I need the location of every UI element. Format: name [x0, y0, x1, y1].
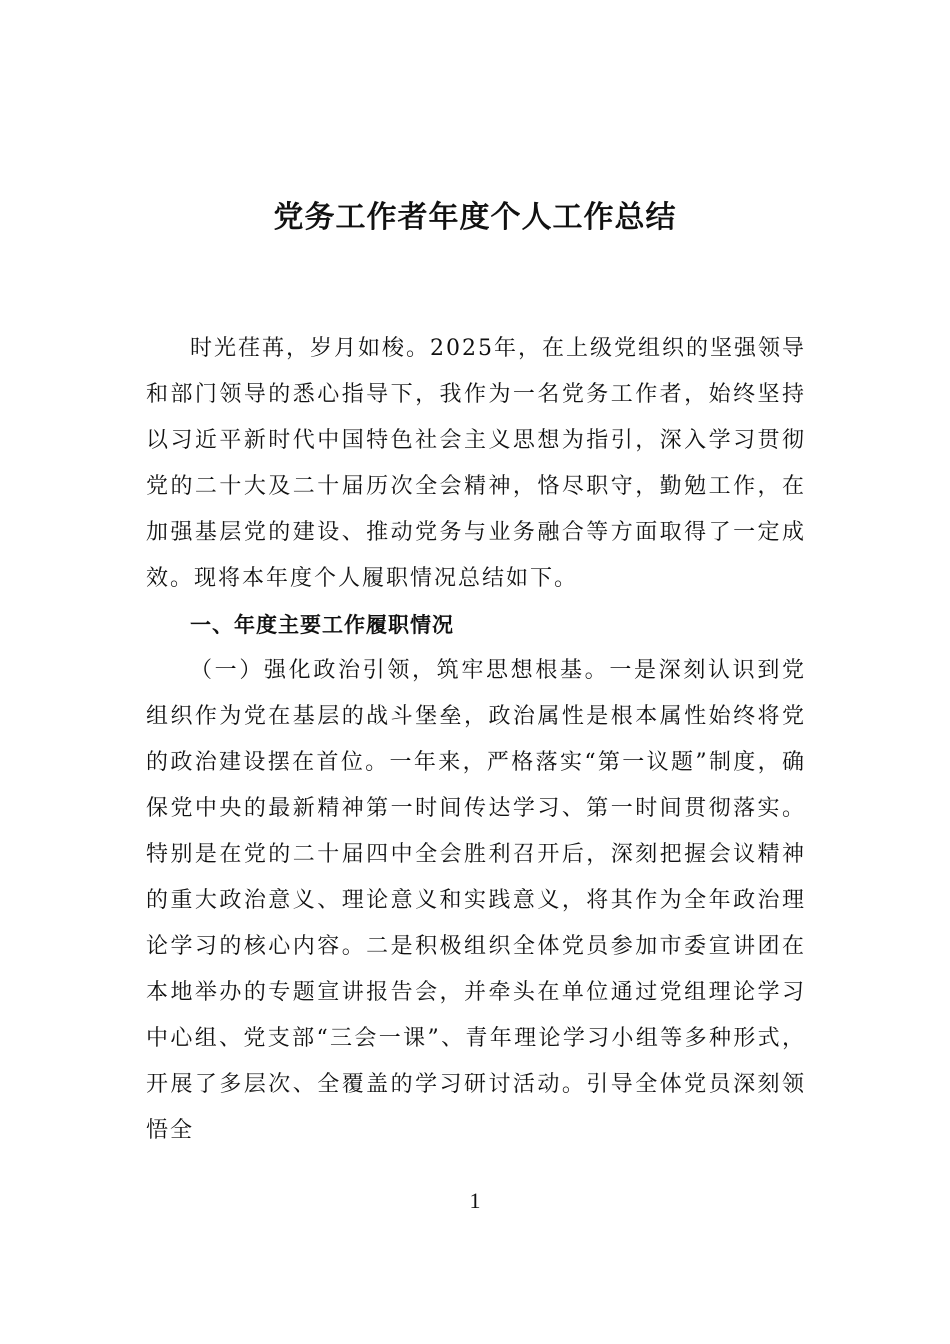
- intro-paragraph: 时光荏苒，岁月如梭。2025年，在上级党组织的坚强领导和部门领导的悉心指导下，我作为一名党务工作者，始终坚持以习近平新时代中国特色社会主义思想为指引，深入学习贯彻党的二十大及二十届历次全会精神，恪尽职守，勤勉工作，在加强基层党的建设、推动党务与业务融合等方面取得了一定成效。现将本年度个人履职情况总结如下。: [146, 336, 806, 591]
- subsection-paragraph: （一）强化政治引领，筑牢思想根基。一是深刻认识到党组织作为党在基层的战斗堡垒，政治属性是根本属性始终将党的政治建设摆在首位。一年来，严格落实“第一议题”制度，确保党中央的最新精神第一时间传达学习、第一时间贯彻落实。特别是在党的二十届四中全会胜利召开后，深刻把握会议精神的重大政治意义、理论意义和实践意义，将其作为全年政治理论学习的核心内容。二是积极组织全体党员参加市委宣讲团在本地举办的专题宣讲报告会，并牵头在单位通过党组理论学习中心组、党支部“三会一课”、青年理论学习小组等多种形式，开展了多层次、全覆盖的学习研讨活动。引导全体党员深刻领悟全: [146, 658, 806, 1143]
- section-heading: 一、年度主要工作履职情况: [190, 613, 454, 637]
- document-title: 党务工作者年度个人工作总结: [273, 200, 677, 235]
- page-number: 1: [469, 1188, 481, 1213]
- document-body: [146, 326, 806, 1154]
